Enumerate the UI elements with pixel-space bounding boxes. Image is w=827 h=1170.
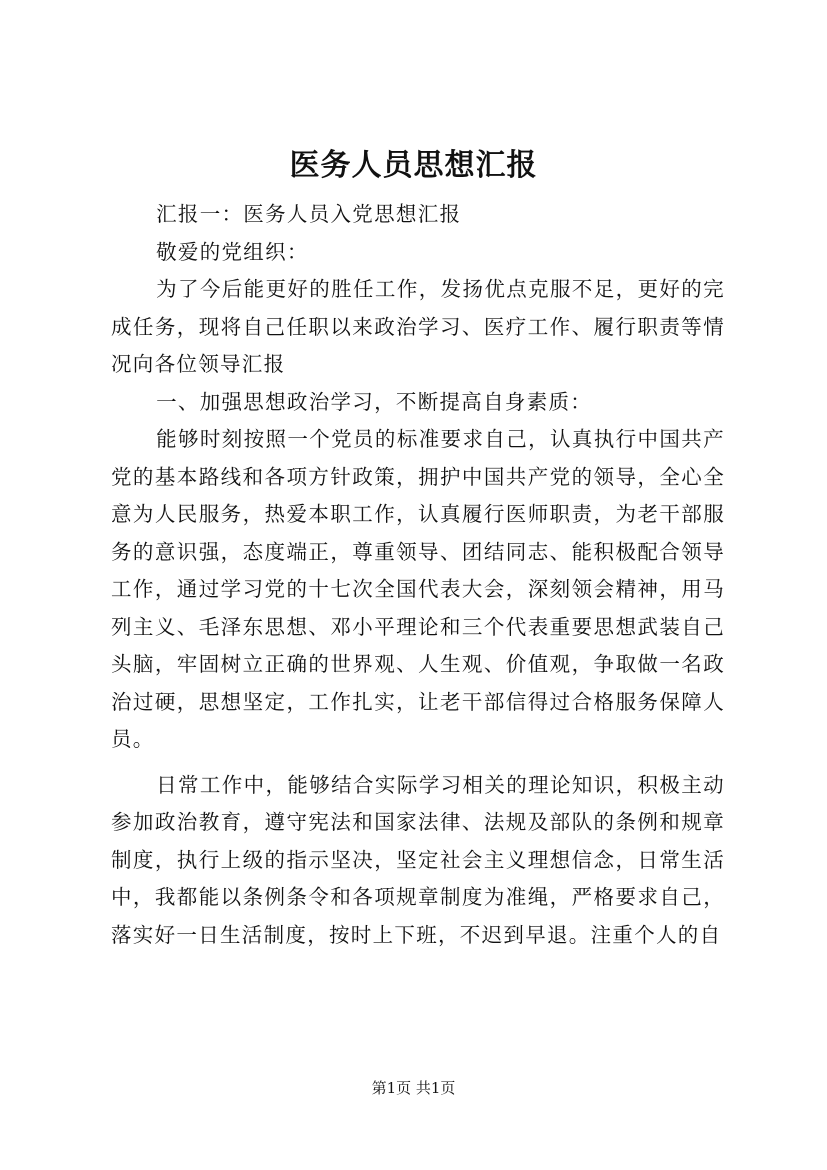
document-title: 医务人员思想汇报 <box>289 148 538 183</box>
paragraph-body-2: 日常工作中，能够结合实际学习相关的理论知识，积极主动参加政治教育，遵守宪法和国家法律、法规及部队的条例和规章制度，执行上级的指示坚决，坚定社会主义理想信念，日常生活中，我都能以条例条令和各项规章制度为准绳，严格要求自己，落实好一日生活制度，按时上下班，不迟到早退。注重个人的自 <box>111 772 725 947</box>
paragraph-intro: 为了今后能更好的胜任工作，发扬优点克服不足，更好的完成任务，现将自己任职以来政治学习、医疗工作、履行职责等情况向各位领导汇报 <box>111 277 725 376</box>
paragraph-section-heading: 一、加强思想政治学习，不断提高自身素质： <box>156 389 593 414</box>
paragraph-body-1: 能够时刻按照一个党员的标准要求自己，认真执行中国共产党的基本路线和各项方针政策，拥护中国共产党的领导，全心全意为人民服务，热爱本职工作，认真履行医师职责，为老干部服务的意识强，态度端正，尊重领导、团结同志、能积极配合领导工作，通过学习党的十七次全国代表大会，深刻领会精神，用马列主义、毛泽东思想、邓小平理论和三个代表重要思想武装自己头脑，牢固树立正确的世界观、人生观、价值观，争取做一名政治过硬，思想坚定，工作扎实，让老干部信得过合格服务保障人员。 <box>111 427 725 751</box>
paragraph-salutation: 敬爱的党组织： <box>156 239 309 264</box>
paragraph-report-heading: 汇报一：医务人员入党思想汇报 <box>156 202 462 226</box>
page-number-footer: 第1页 共1页 <box>371 1079 456 1097</box>
document-body <box>111 196 725 954</box>
